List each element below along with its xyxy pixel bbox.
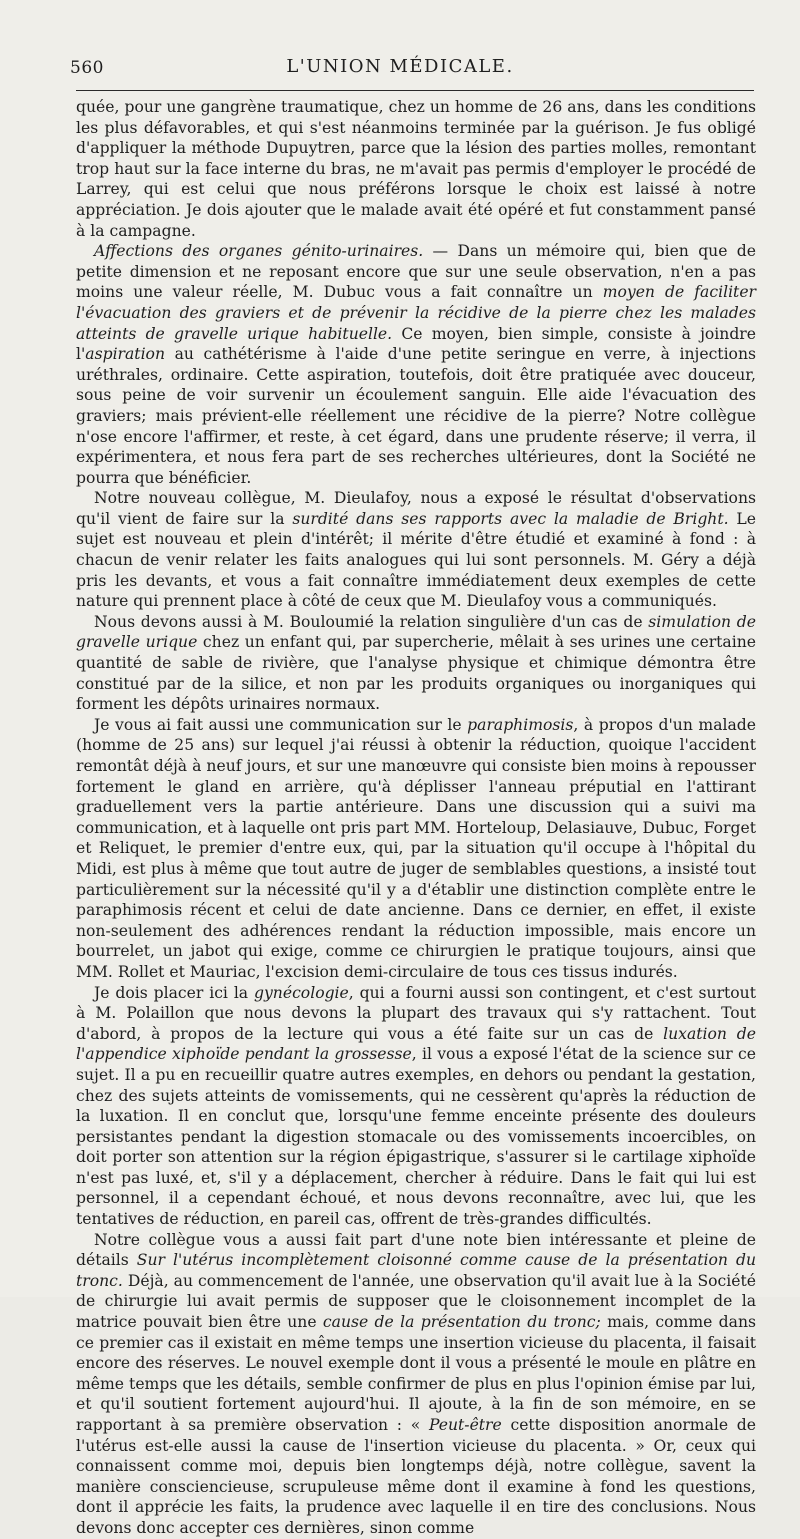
body-text: [76, 97, 756, 1539]
italic-text: moyen de faciliter l'évacuation des graviers et de prévenir la récidive de la pierre chez les malades atteints de gravelle urique habituelle.: [76, 283, 757, 343]
text-run: Notre nouveau collègue, M. Dieulafoy, nous a exposé le résultat d'observations qu'il vient de faire sur la: [76, 489, 756, 528]
text-run: mais, comme dans ce premier cas il existait en même temps une insertion vicieuse du placenta, il faisait encore des réserves. Le nouvel exemple dont il vous a présenté le moule en plâtre en même temps que les détails, semble confirmer de plus en plus l'opinion émise par lui, et qu'il soutient fortement aujourd'hui. Il ajoute, à la fin de son mémoire, en se rapportant à sa première observation : «: [76, 1313, 757, 1434]
text-run: Je dois placer ici la: [94, 983, 255, 1002]
text-run: chez un enfant qui, par supercherie, mêlait à ses urines une certaine quantité de sable de rivière, que l'analyse physique et chimique démontra être constitué par de la silice, et non par les produits organiques ou inorganiques qui forment les dépôts urinaires normaux.: [76, 633, 756, 714]
italic-text: Peut-être: [428, 1416, 502, 1434]
header-rule: [76, 90, 754, 91]
running-title: L'UNION MÉDICALE.: [286, 56, 514, 77]
text-run: Notre collègue vous a aussi fait part d'une note bien intéressante et pleine de détails: [76, 1230, 756, 1270]
italic-text: aspiration: [85, 345, 165, 364]
italic-text: luxation de l'appendice xiphoïde pendant la grossesse: [76, 1024, 756, 1064]
italic-text: simulation de gravelle urique: [76, 612, 756, 652]
page-number: 560: [70, 58, 104, 78]
italic-text: cause de la présentation du tronc;: [322, 1313, 601, 1332]
paragraph: [76, 97, 756, 241]
text-run: au cathétérisme à l'aide d'une petite seringue en verre, à injections uréthrales, ordinaire. Cette aspiration, toutefois, doit être pratiquée avec douceur, sous peine de voir survenir un écoulement sanguin. Elle aide l'évacuation des graviers; mais prévient-elle réellement une récidive de la pierre? Notre collègue n'ose encore l'affirmer, et reste, à cet égard, dans une prudente réserve; il verra, il expérimentera, et nous fera part de ses recherches ultérieures, dont la Société ne pourra que bénéficier.: [76, 345, 756, 487]
paragraph: [76, 1230, 756, 1539]
paragraph: [76, 612, 756, 715]
text-run: , il vous a exposé l'état de la science sur ce sujet. Il a pu en recueillir quatre autres exemples, en dehors ou pendant la gestation, chez des sujets atteints de vomissements, qui ne cessèrent qu'après la réduction de la luxation. Il en conclut que, lorsqu'une femme enceinte présente des douleurs persistantes pendant la digestion stomacale ou des vomissements incoercibles, on doit porter son attention sur la région épigastrique, s'assurer si le cartilage xiphoïde n'est pas luxé, et, s'il y a déplacement, chercher à réduire. Dans le fait qui lui est personnel, il a cependant échoué, et nous devons reconnaître, avec lui, que les tentatives de réduction, en pareil cas, offrent de très-grandes difficultés.: [76, 1045, 756, 1229]
text-run: Je vous ai fait aussi une communication sur le: [94, 715, 468, 734]
text-run: , à propos d'un malade (homme de 25 ans) sur lequel j'ai réussi à obtenir la réduction, quoique l'accident remontât déjà à neuf jours, et sur une manœuvre qui consiste bien moins à repousser fortement le gland en arrière, qu'à déplisser l'anneau préputial en l'attirant graduellement vers la partie antérieure. Dans une discussion qui a suivi ma communication, et à laquelle ont pris part MM. Horteloup, Delasiauve, Dubuc, Forget et Reliquet, le premier d'entre eux, qui, par la situation qu'il occupe à l'hôpital du Midi, est plus à même que tout autre de juger de semblables questions, a insisté tout particulièrement sur la nécessité qu'il y a d'établir une distinction complète entre le paraphimosis récent et celui de date ancienne. Dans ce dernier, en effet, il existe non-seulement des adhérences rendant la réduction impossible, mais encore un bourrelet, un jabot qui exige, comme ce chirurgien le pratique toujours, ainsi que MM. Rollet et Mauriac, l'excision demi-circulaire de tous ces tissus indurés.: [76, 715, 756, 981]
text-run: cette disposition anormale de l'utérus est-elle aussi la cause de l'insertion vicieuse du placenta. » Or, ceux qui connaissent comme moi, depuis bien longtemps déjà, notre collègue, savent la manière consciencieuse, scrupuleuse même dont il examine à fond les questions, dont il apprécie les faits, la prudence avec laquelle il en tire des conclusions. Nous devons donc accepter ces dernières, sinon comme: [76, 1416, 757, 1537]
paragraph: [76, 983, 756, 1230]
italic-text: Sur l'utérus incomplètement cloisonné comme cause de la présentation du tronc.: [76, 1251, 756, 1290]
paragraph: [76, 241, 756, 488]
text-run: Le sujet est nouveau et plein d'intérêt; il mérite d'être étudié et examiné à fond : à chacun de venir relater les faits analogues qui lui sont personnels. M. Géry a déjà pris les devants, et vous a fait connaître immédiatement deux exemples de cette nature qui prennent place à côté de ceux que M. Dieulafoy vous a communiqués.: [76, 509, 756, 611]
italic-text: Affections des organes génito-urinaires.: [94, 242, 424, 261]
text-run: Ce moyen, bien simple, consiste à joindre l': [76, 324, 756, 364]
text-run: , qui a fourni aussi son contingent, et c'est surtout à M. Polaillon que nous devons la plupart des travaux qui s'y rattachent. Tout d'abord, à propos de la lecture qui vous a été faite sur un cas de: [76, 983, 756, 1043]
paragraph: [76, 488, 756, 612]
text-run: Nous devons aussi à M. Bouloumié la relation singulière d'un cas de: [94, 612, 649, 631]
text-run: Déjà, au commencement de l'année, une observation qu'il avait lue à la Société de chirurgie lui avait permis de supposer que le cloisonnement incomplet de la matrice pouvait bien être une: [76, 1271, 756, 1332]
paragraph: [76, 715, 756, 983]
italic-text: paraphimosis: [467, 715, 574, 734]
text-run: quée, pour une gangrène traumatique, chez un homme de 26 ans, dans les conditions les plus défavorables, et qui s'est néanmoins terminée par la guérison. Je fus obligé d'appliquer la méthode Dupuytren, parce que la lésion des parties molles, remontant trop haut sur la face interne du bras, ne m'avait pas permis d'employer le procédé de Larrey, qui est celui que nous préférons lorsque le choix est laissé à notre appréciation. Je dois ajouter que le malade avait été opéré et fut constamment pansé à la campagne.: [76, 98, 756, 240]
text-run: — Dans un mémoire qui, bien que de petite dimension et ne reposant encore que sur une seule observation, n'en a pas moins une valeur réelle, M. Dubuc vous a fait connaître un: [76, 242, 756, 302]
italic-text: surdité dans ses rapports avec la maladie de Bright.: [292, 509, 729, 528]
page-header: [0, 52, 800, 82]
italic-text: gynécologie: [254, 983, 349, 1002]
